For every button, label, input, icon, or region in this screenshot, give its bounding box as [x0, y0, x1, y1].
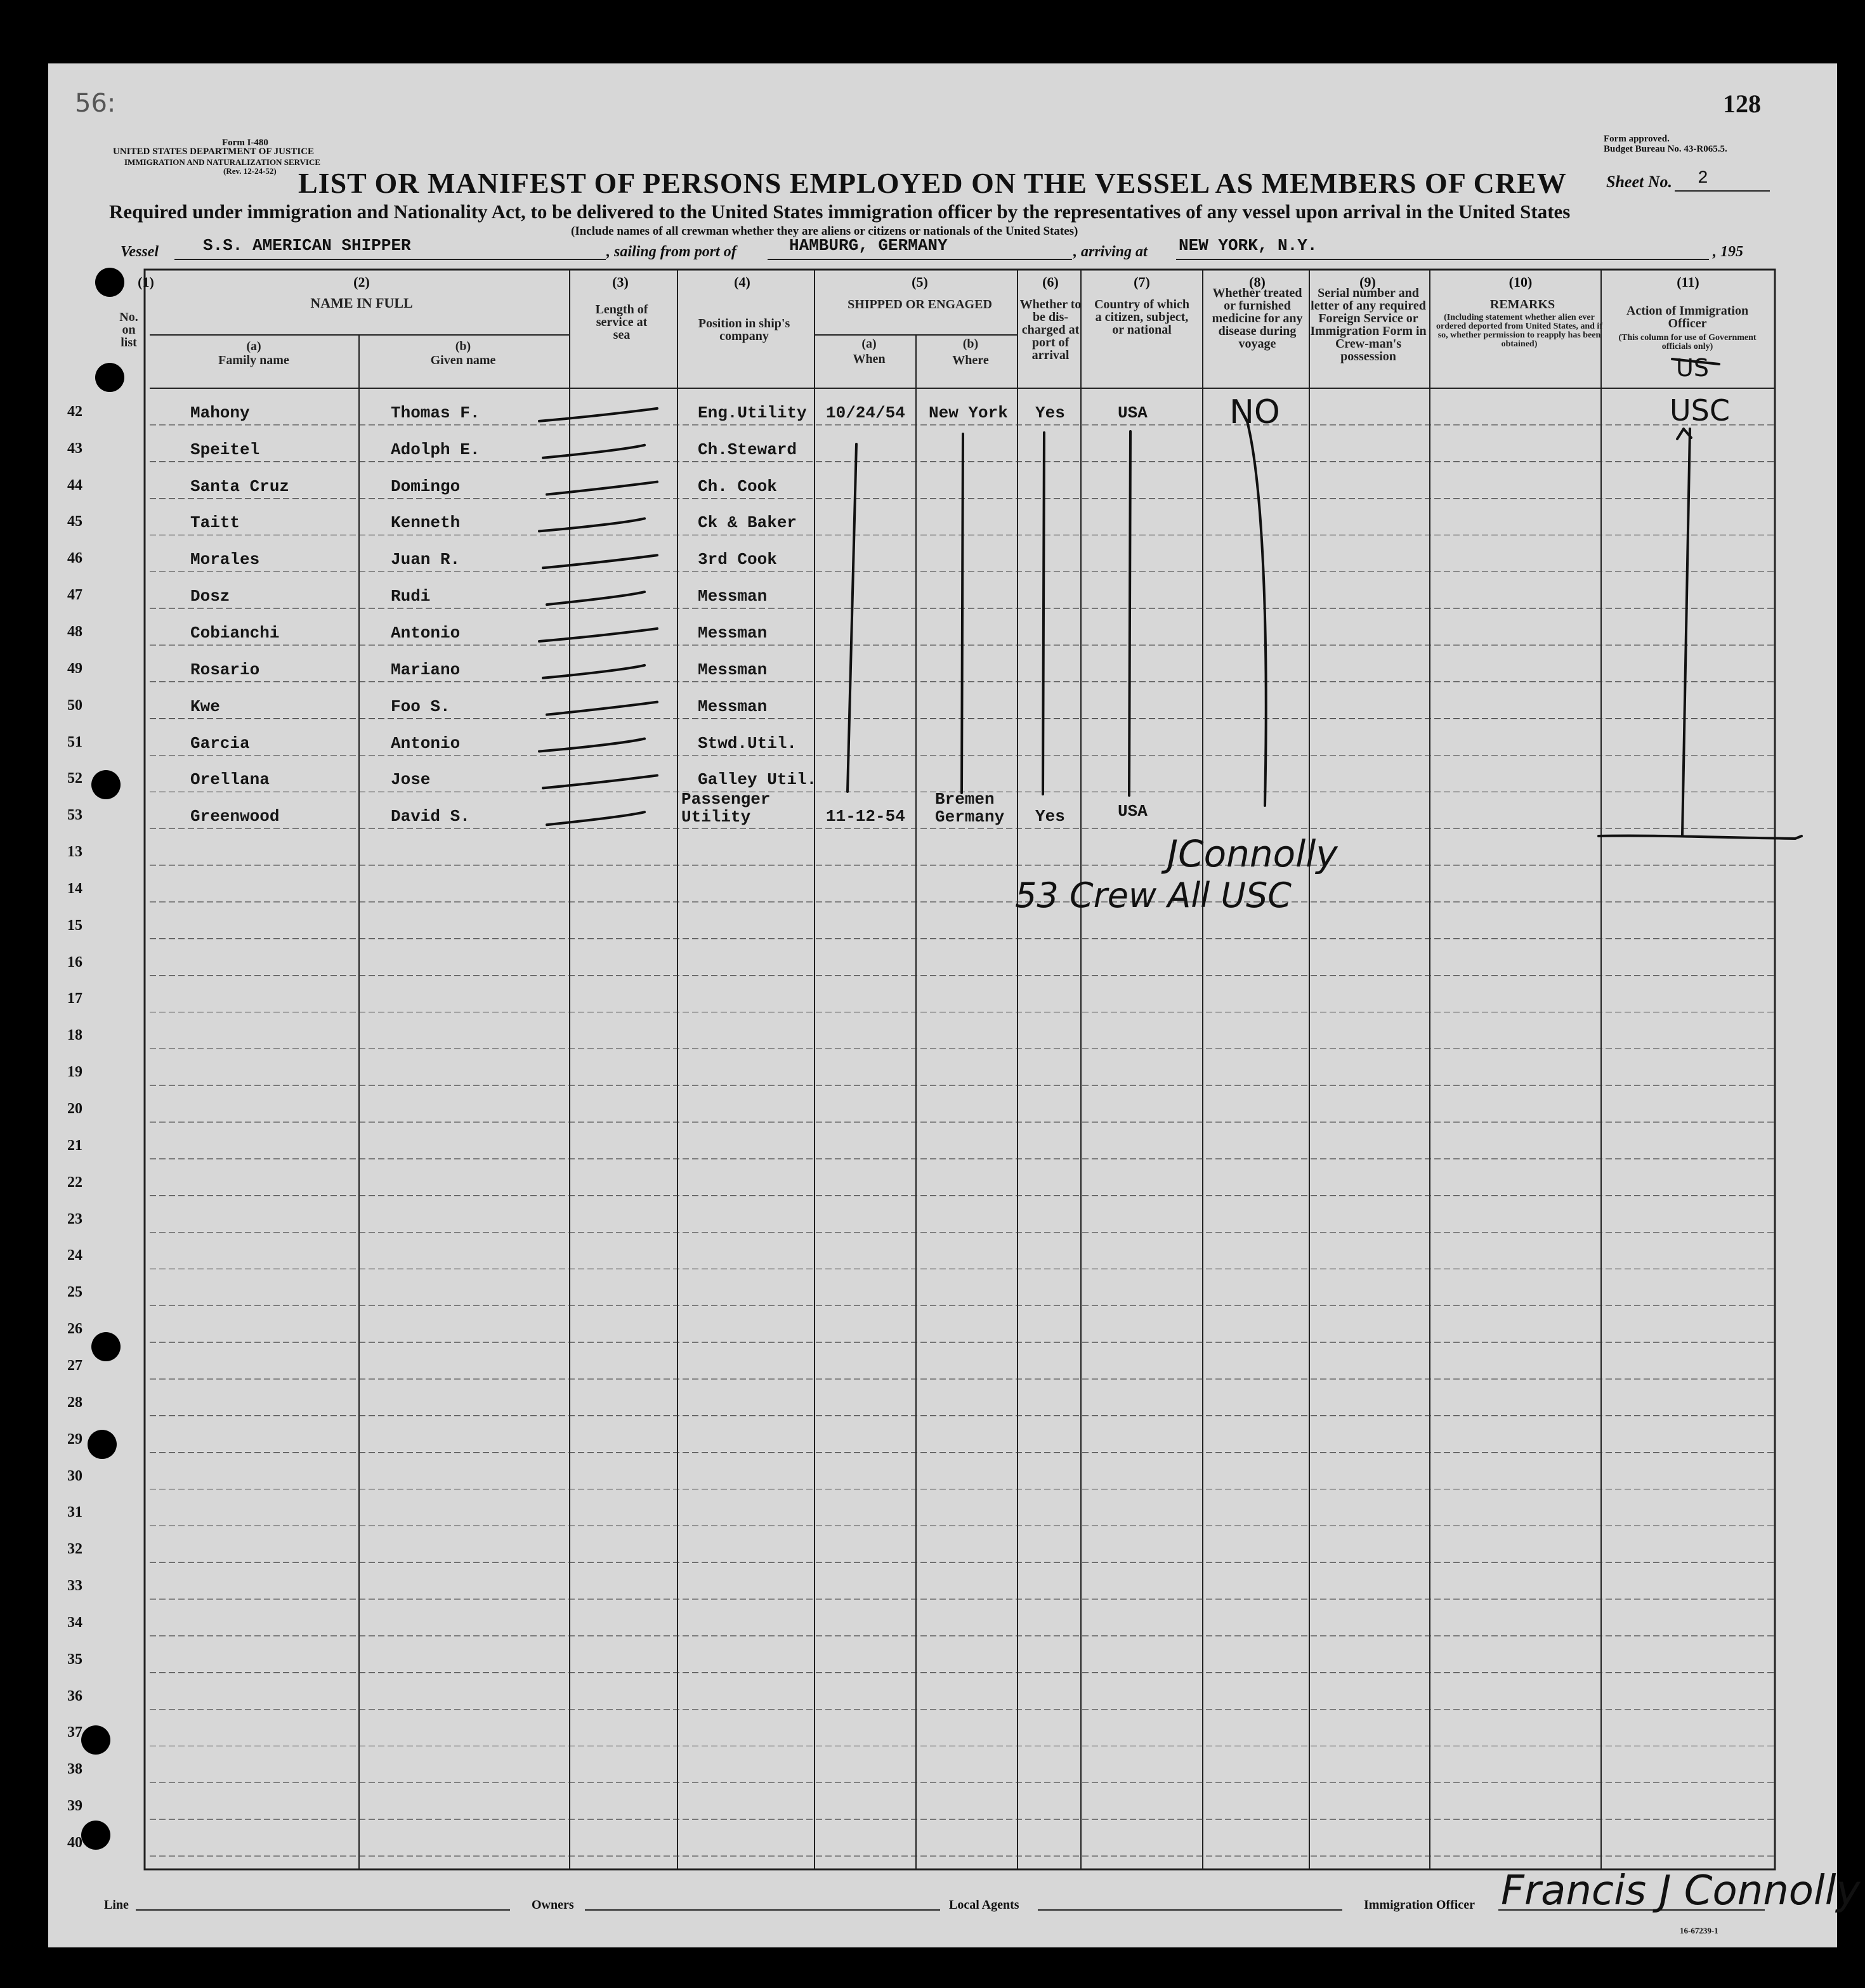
col-2a-header: Family name [218, 353, 289, 367]
page-title: LIST OR MANIFEST OF PERSONS EMPLOYED ON THE VESSEL AS MEMBERS OF CREW [298, 167, 1567, 199]
col-5b-header: Where [952, 353, 989, 367]
col-10-header: REMARKS [1489, 298, 1555, 311]
discharged: Yes [1035, 403, 1065, 422]
corner-mark: 56: [75, 89, 116, 118]
position: 3rd Cook [698, 550, 777, 570]
country: USA [1118, 802, 1148, 821]
given-name: Jose [391, 770, 431, 790]
col-8-number: (8) [1249, 274, 1266, 290]
family-name: Kwe [190, 696, 220, 716]
row-number: 40 [67, 1834, 82, 1851]
footer-agents-label: Local Agents [949, 1898, 1019, 1912]
service-dash-mark [539, 629, 657, 641]
print-code: 16-67239-1 [1680, 1926, 1718, 1935]
row-number: 14 [67, 880, 82, 897]
col-10-number: (10) [1508, 274, 1533, 290]
position: Messman [698, 660, 768, 679]
service-dash-mark [543, 665, 645, 678]
action-struck: US [1676, 354, 1709, 382]
col-2a-number: (a) [246, 339, 261, 353]
col-5a-number: (a) [861, 337, 877, 351]
row-number: 44 [67, 476, 82, 494]
given-name: Thomas F. [391, 403, 480, 422]
row-number: 45 [67, 513, 82, 530]
family-name: Rosario [190, 660, 260, 679]
footer-owners-underline [585, 1909, 940, 1911]
row-number: 47 [67, 587, 82, 604]
family-name: Speitel [190, 440, 260, 459]
row-number: 28 [67, 1394, 82, 1411]
row-number: 38 [67, 1761, 82, 1778]
row-number: 29 [67, 1430, 82, 1448]
col-5-header: SHIPPED OR ENGAGED [847, 298, 992, 311]
row-number: 21 [67, 1137, 82, 1154]
col-11-note: (This column for use of Government officials only) [1618, 333, 1757, 351]
col-6-number: (6) [1042, 274, 1059, 290]
position: Messman [698, 696, 768, 716]
row-number: 34 [67, 1614, 82, 1631]
given-name: Kenneth [391, 513, 461, 533]
service-dash-mark [539, 739, 645, 752]
family-name: Cobianchi [190, 623, 280, 643]
row-number: 48 [67, 623, 82, 640]
country: USA [1118, 403, 1148, 422]
row-number: 30 [67, 1467, 82, 1484]
budget-bureau: Budget Bureau No. 43-R065.5. [1604, 144, 1727, 154]
footer-agents-underline [1038, 1909, 1342, 1911]
col-5a-header: When [853, 352, 886, 366]
vessel-label: Vessel [121, 244, 159, 260]
shipped-where: New York [929, 403, 1008, 422]
family-name: Mahony [190, 403, 250, 422]
medicine-handwritten: NO [1229, 393, 1280, 431]
row-number: 23 [67, 1210, 82, 1227]
row-number: 16 [67, 953, 82, 971]
given-name: Foo S. [391, 696, 450, 716]
position: Galley Util. [698, 770, 817, 790]
row-number: 26 [67, 1321, 82, 1338]
row-number: 33 [67, 1578, 82, 1595]
sheet-number: 2 [1698, 169, 1708, 188]
row-number: 49 [67, 660, 82, 677]
family-name: Garcia [190, 733, 250, 753]
service-dash-mark [547, 702, 657, 715]
shipped-when: 11-12-54 [826, 807, 905, 827]
row-number: 52 [67, 770, 82, 787]
footer-officer-label: Immigration Officer [1364, 1898, 1475, 1912]
year-label: , 195 [1713, 244, 1743, 260]
family-name: Taitt [190, 513, 240, 533]
service-dash-mark [539, 518, 645, 531]
row-number: 51 [67, 733, 82, 750]
position: Passenger Utility [681, 790, 771, 827]
position: Stwd.Util. [698, 733, 797, 753]
row-number: 53 [67, 807, 82, 824]
col-5b-number: (b) [962, 337, 979, 351]
footer-line-underline [136, 1909, 510, 1911]
position: Messman [698, 587, 768, 606]
inspector-signature: JConnolly [1167, 832, 1338, 875]
col-5-number: (5) [912, 274, 928, 290]
approval-line: Form approved. [1604, 134, 1670, 144]
position: Messman [698, 623, 768, 643]
service: IMMIGRATION AND NATURALIZATION SERVICE [124, 157, 321, 167]
page-number: 128 [1723, 89, 1761, 118]
row-number: 18 [67, 1027, 82, 1044]
family-name: Orellana [190, 770, 270, 790]
family-name: Greenwood [190, 807, 280, 827]
service-dash-mark [543, 775, 657, 788]
col-10-note: (Including statement whether alien ever ordered deported from United States, and if so, whether permission to reapply has been obtained) [1436, 313, 1602, 349]
given-name: Mariano [391, 660, 461, 679]
position: Ch.Steward [698, 440, 797, 459]
col-4-number: (4) [734, 274, 750, 290]
col-1-number: (1) [138, 274, 154, 290]
given-name: Juan R. [391, 550, 461, 570]
position: Eng.Utility [698, 403, 807, 422]
shipped-when: 10/24/54 [826, 403, 905, 422]
given-name: Antonio [391, 733, 461, 753]
row-number: 37 [67, 1724, 82, 1741]
subnote: (Include names of all crewman whether they are aliens or citizens or nationals of the United States) [571, 225, 1078, 238]
given-name: David S. [391, 807, 470, 827]
vessel-name: S.S. AMERICAN SHIPPER [203, 236, 411, 255]
officer-signature: Francis J Connolly [1501, 1867, 1861, 1914]
row-number: 42 [67, 403, 82, 420]
col-3-header: Length of service at sea [595, 303, 648, 342]
position: Ck & Baker [698, 513, 797, 533]
given-name: Domingo [391, 476, 461, 496]
summary-handwritten: 53 Crew All USC [1015, 875, 1292, 915]
row-number: 25 [67, 1284, 82, 1301]
family-name: Morales [190, 550, 260, 570]
col-8-header: Whether treated or furnished medicine for any disease during voyage [1212, 286, 1303, 351]
service-dash-mark [547, 592, 645, 605]
action-handwritten: USC [1670, 393, 1730, 428]
footer-line-label: Line [104, 1898, 129, 1912]
arriving-port: NEW YORK, N.Y. [1179, 236, 1318, 255]
row-number: 15 [67, 917, 82, 934]
position: Ch. Cook [698, 476, 777, 496]
row-number: 50 [67, 696, 82, 714]
revision: (Rev. 12-24-52) [223, 166, 277, 176]
row-number: 27 [67, 1357, 82, 1374]
col-1-header: No. on list [119, 310, 138, 350]
row-number: 43 [67, 440, 82, 457]
department: UNITED STATES DEPARTMENT OF JUSTICE [113, 147, 315, 157]
row-number: 31 [67, 1504, 82, 1521]
col-4-header: Position in ship's company [698, 317, 790, 343]
family-name: Santa Cruz [190, 476, 290, 496]
row-number: 24 [67, 1247, 82, 1264]
service-dash-mark [539, 409, 657, 421]
footer-owners-label: Owners [532, 1898, 574, 1912]
row-number: 36 [67, 1687, 82, 1704]
given-name: Antonio [391, 623, 461, 643]
col-2-number: (2) [353, 274, 370, 290]
col-7-header: Country of which a citizen, subject, or national [1094, 298, 1189, 337]
form-number: Form I-480 [222, 138, 268, 148]
sheet-label: Sheet No. [1606, 173, 1672, 191]
family-name: Dosz [190, 587, 230, 606]
col-2b-header: Given name [430, 353, 496, 367]
col-7-number: (7) [1134, 274, 1150, 290]
subtitle: Required under immigration and Nationality Act, to be delivered to the United States immigration officer by the representatives of any vessel upon arrival in the United States [109, 200, 1571, 223]
sailing-label: , sailing from port of [606, 244, 736, 260]
col-11-header: Action of Immigration Officer [1626, 304, 1749, 330]
discharged: Yes [1035, 807, 1065, 827]
col-9-number: (9) [1359, 274, 1376, 290]
row-number: 22 [67, 1174, 82, 1191]
service-dash-mark [547, 812, 645, 825]
col-2b-number: (b) [455, 339, 471, 353]
row-number: 32 [67, 1541, 82, 1558]
service-dash-mark [543, 445, 645, 458]
col-3-number: (3) [612, 274, 629, 290]
col-2-header: NAME IN FULL [310, 295, 413, 311]
shipped-where: Bremen Germany [935, 790, 1005, 827]
row-number: 19 [67, 1064, 82, 1081]
service-dash-mark [543, 555, 657, 568]
row-number: 39 [67, 1798, 82, 1815]
row-number: 35 [67, 1651, 82, 1668]
service-dash-mark [547, 482, 657, 495]
col-11-number: (11) [1677, 274, 1699, 290]
row-number: 46 [67, 550, 82, 567]
sailing-port: HAMBURG, GERMANY [789, 236, 948, 255]
row-number: 20 [67, 1101, 82, 1117]
col-9-header: Serial number and letter of any required Foreign Service or Immigration Form in Crew-man's possession [1310, 286, 1427, 363]
arriving-label: , arriving at [1073, 244, 1148, 260]
row-number: 17 [67, 990, 82, 1007]
given-name: Adolph E. [391, 440, 480, 459]
col-6-header: Whether to be dis-charged at port of arrival [1019, 298, 1082, 362]
row-number: 13 [67, 844, 82, 861]
given-name: Rudi [391, 587, 431, 606]
